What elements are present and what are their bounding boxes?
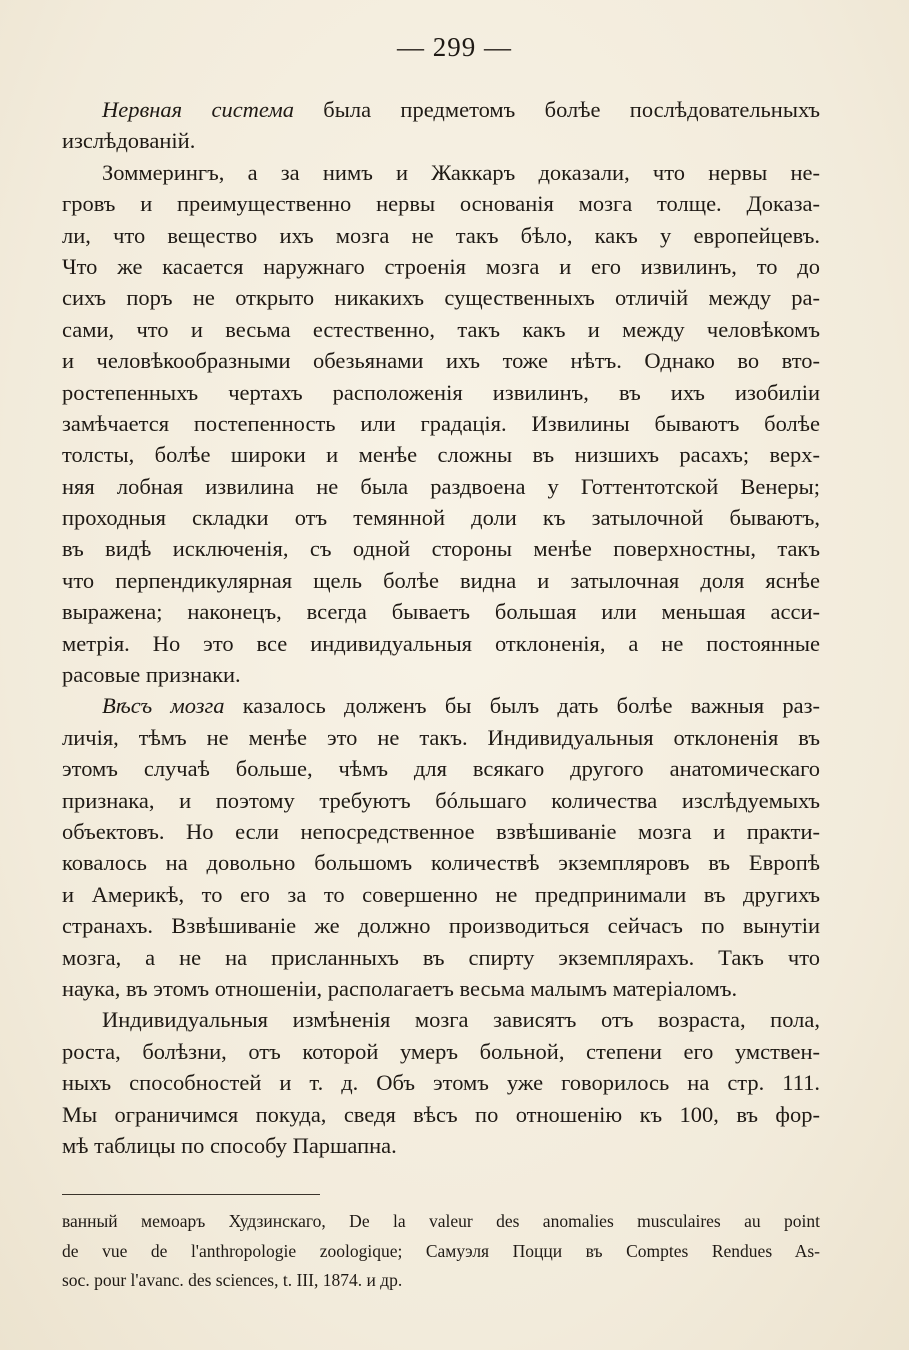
text-run: и Америкѣ, то его за то совершенно не предпринимали въ другихъ: [62, 881, 820, 907]
text-line: [62, 910, 820, 941]
text-line: [62, 125, 820, 156]
footnote-line: de vue de l'anthropologie zoologique; Самуэля Поцци въ Comptes Rendues As-: [62, 1240, 820, 1261]
text-line: [62, 1099, 820, 1130]
text-run: Индивидуальныя измѣненія мозга зависятъ отъ возраста, пола,: [102, 1007, 820, 1033]
text-run: ли, что вещество ихъ мозга не такъ бѣло, какъ у европейцевъ.: [62, 222, 820, 248]
text-run: замѣчается постепенность или градація. Извилины бываютъ болѣе: [62, 410, 820, 436]
footnotes: [62, 1207, 820, 1296]
text-line: [62, 314, 820, 345]
text-run: гровъ и преимущественно нервы основанія мозга толще. Доказа-: [62, 191, 820, 217]
text-line: [62, 1130, 820, 1161]
page-number: — 299 —: [397, 32, 512, 62]
text-line: [62, 1004, 820, 1035]
text-line: [62, 942, 820, 973]
text-line: [62, 973, 820, 1004]
text-line: [62, 785, 820, 816]
text-run: сихъ поръ не открыто никакихъ существенныхъ отличій между ра-: [62, 285, 820, 311]
text-line: [62, 220, 820, 251]
text-run: въ видѣ исключенія, съ одной стороны менѣе поверхностны, такъ: [62, 536, 820, 562]
text-line: [62, 690, 820, 721]
text-run: Мы ограничимся покуда, сведя вѣсъ по отношенію къ 100, въ фор-: [62, 1101, 820, 1127]
text-line: [62, 847, 820, 878]
text-line: [62, 471, 820, 502]
text-line: [62, 188, 820, 219]
main-text: [62, 94, 820, 1161]
text-line: [62, 1067, 820, 1098]
text-run: мозга, а не на присланныхъ въ спирту экземплярахъ. Такъ что: [62, 944, 820, 970]
text-run: признака, и поэтому требуютъ бóльшаго количества изслѣдуемыхъ: [62, 787, 820, 813]
text-line: [62, 251, 820, 282]
text-line: [62, 533, 820, 564]
text-line: [62, 345, 820, 376]
text-line: [62, 1036, 820, 1067]
text-run: личія, тѣмъ не менѣе это не такъ. Индивидуальныя отклоненія въ: [62, 724, 820, 750]
text-run: роста, болѣзни, отъ которой умеръ больной, степени его умствен-: [62, 1038, 820, 1064]
text-run: расовые признаки.: [62, 662, 241, 688]
text-run: что перпендикулярная щель болѣе видна и затылочная доля яснѣе: [62, 567, 820, 593]
text-line: [62, 722, 820, 753]
text-run: мѣ таблицы по способу Паршапна.: [62, 1132, 397, 1158]
text-line: [62, 157, 820, 188]
text-run: этомъ случаѣ больше, чѣмъ для всякаго другого анатомическаго: [62, 756, 820, 782]
text-run: казалось долженъ бы былъ дать болѣе важныя раз-: [224, 693, 820, 719]
text-run: ростепенныхъ чертахъ расположенія извилинъ, въ ихъ изобиліи: [62, 379, 820, 405]
text-run: выражена; наконецъ, всегда бываетъ большая или меньшая асси-: [62, 599, 820, 625]
footnote-line: soc. pour l'avanc. des sciences, t. III, 1874. и др.: [62, 1270, 403, 1290]
text-run: Зоммерингъ, а за нимъ и Жаккаръ доказали, что нервы не-: [102, 159, 820, 185]
text-line: [62, 879, 820, 910]
text-run: Что же касается наружнаго строенія мозга и его извилинъ, то до: [62, 253, 820, 279]
text-line: [62, 282, 820, 313]
text-run: наука, въ этомъ отношеніи, располагаетъ весьма малымъ матеріаломъ.: [62, 975, 738, 1001]
text-line: [62, 596, 820, 627]
text-run: метрія. Но это все индивидуальныя отклоненія, а не постоянные: [62, 630, 820, 656]
text-run: сами, что и весьма естественно, такъ какъ и между человѣкомъ: [62, 316, 820, 342]
footnote-line: ванный мемоаръ Худзинскаго, De la valeur des anomalies musculaires au point: [62, 1211, 820, 1231]
italic-heading: Вѣсъ мозга: [102, 693, 225, 719]
text-run: изслѣдованій.: [62, 128, 196, 154]
text-line: [62, 94, 820, 125]
text-run: и человѣкообразными обезьянами ихъ тоже нѣтъ. Однако во вто-: [62, 348, 820, 374]
text-line: [62, 753, 820, 784]
text-line: [62, 408, 820, 439]
text-line: [62, 659, 820, 690]
text-run: была предметомъ болѣе послѣдовательныхъ: [293, 97, 820, 122]
text-line: [62, 628, 820, 659]
text-run: няя лобная извилина не была раздвоена у Готтентотской Венеры;: [62, 473, 820, 499]
text-run: толсты, болѣе широки и менѣе сложны въ низшихъ расахъ; верх-: [62, 442, 820, 468]
text-run: проходныя складки отъ темянной доли къ затылочной бываютъ,: [62, 505, 820, 531]
text-line: [62, 439, 820, 470]
text-run: ковалось на довольно большомъ количествѣ экземпляровъ въ Европѣ: [62, 850, 820, 876]
italic-heading: Нервная система: [102, 97, 294, 122]
text-line: [62, 377, 820, 408]
text-line: [62, 502, 820, 533]
text-run: странахъ. Взвѣшиваніе же должно производиться сейчасъ по вынутіи: [62, 913, 820, 939]
text-run: объектовъ. Но если непосредственное взвѣшиваніе мозга и практи-: [62, 818, 820, 844]
text-line: [62, 816, 820, 847]
footnote-divider: [62, 1194, 320, 1195]
text-run: ныхъ способностей и т. д. Объ этомъ уже говорилось на стр. 111.: [62, 1070, 820, 1096]
text-line: [62, 565, 820, 596]
